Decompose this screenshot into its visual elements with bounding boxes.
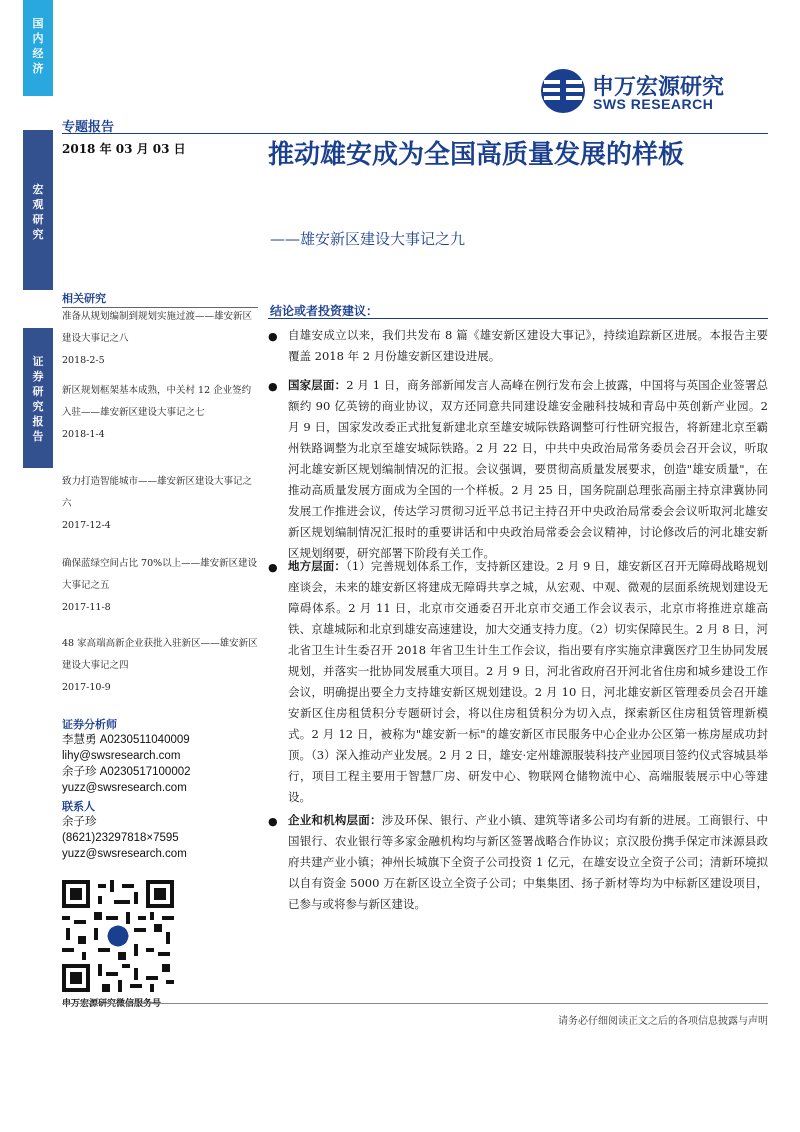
related-item-title: 致力打造智能城市——雄安新区建设大事记之六	[62, 476, 253, 509]
related-item[interactable]	[62, 553, 258, 617]
analyst-heading: 证券分析师	[62, 718, 117, 731]
paragraph-text: （1）完善规划体系工作，支持新区建设。2 月 9 日，雄安新区召开无障碍战略规划座谈会，未来的雄安新区将建成无障碍共享之城，从宏观、中观、微观的层面系统规划建设无障碍体系。2 月 11 日，北京市交通委召开北京市交通工作会议表示，北京市将推进京雄高铁、京雄城际和北京到雄安高速建设，加大交通支持力度。（2）切实保障民生。2 月 8 日，河北省卫生计生委召开 2018 年省卫生计生工作会议，指出要有序实施京津冀医疗卫生协同发展规划，并落实一批协同发展重大项目。2 月 9 日，河北省政府召开河北省住房和城乡建设工作会议，明确提出要全力支持雄安新区规划建设。2 月 10 日，河北雄安新区管理委员会召开雄安新区住房租赁积分专题研讨会，将以住房租赁积分为切入点，探索新区住房租赁管理新模式。2 月 12 日，被称为"雄安新一标"的雄安新区市民服务中心企业办公区第一栋房屋成功封顶。（3）深入推动产业发展。2 月 2 日，雄安·定州雄源服装科技产业园项目签约仪式容城县举行，项目工程主要用于智慧厂房、研发中心、物联网仓储物流中心、高端服装展示中心等建设。	[288, 559, 768, 804]
contact-list	[62, 814, 187, 862]
bullet-icon: ●	[268, 561, 278, 574]
tab-securities-report: 证 券 研 究 报 告	[23, 328, 53, 468]
paragraph-label: 地方层面：	[288, 559, 347, 573]
paragraph-enterprise	[288, 810, 768, 915]
logo-text-cn: 申万宏源研究	[592, 75, 725, 100]
bullet-icon: ●	[268, 815, 278, 828]
related-item-title: 新区规划框架基本成熟，中关村 12 企业签约入驻——雄安新区建设大事记之七	[62, 385, 252, 418]
paragraph-label: 企业和机构层面：	[288, 813, 382, 827]
conclusion-heading: 结论或者投资建议：	[270, 304, 379, 318]
contact-name: 余子珍	[62, 816, 97, 828]
paragraph-label: 国家层面：	[288, 378, 347, 392]
tab-macro-research: 宏 观 研 究	[23, 130, 53, 290]
related-item-title: 准备从规划编制到规划实施过渡——雄安新区建设大事记之八	[62, 311, 253, 344]
related-item[interactable]	[62, 471, 258, 535]
contact-email[interactable]: yuzz@swsresearch.com	[62, 848, 187, 860]
paragraph-text: 2 月 1 日，商务部新闻发言人高峰在例行发布会上披露，中国将与英国企业签署总额约 90 亿英镑的商业协议，双方还同意共同建设雄安金融科技城和青岛中英创新产业园。2 月 9 日，国家发改委正式批复新建北京至雄安城际铁路调整可行性研究报告，将新建北京至霸州铁路调整为北京至雄安城际铁路。2 月 22 日，中共中央政治局常务委员会召开会议，听取河北雄安新区规划编制情况的汇报。会议强调，要贯彻高质量发展要求，创造"雄安质量"，在推动高质量发展方面成为全国的一个样板。2 月 25 日，国务院副总理张高丽主持京津冀协同发展工作推进会议，传达学习贯彻习近平总书记主持召开中央政治局常委会会议听取河北雄安新区规划编制情况汇报时的重要讲话和中央政治局常委会会议精神，讨论修改后的河北雄安新区规划纲要，研究部署下阶段有关工作。	[288, 378, 768, 560]
disclaimer-footer: 请务必仔细阅读正文之后的各项信息披露与声明	[558, 1016, 768, 1027]
analyst-name: 李慧勇 A0230511040009	[62, 734, 190, 746]
analyst-email[interactable]: yuzz@swsresearch.com	[62, 782, 187, 794]
related-item-date: 2018-2-5	[62, 355, 105, 366]
bullet-icon: ●	[268, 380, 278, 393]
related-item-title: 48 家高端高新企业获批入驻新区——雄安新区建设大事记之四	[62, 638, 258, 671]
analyst-email[interactable]: lihy@swsresearch.com	[62, 750, 181, 762]
sws-logo	[540, 68, 760, 116]
report-type: 专题报告	[62, 120, 115, 135]
related-item[interactable]	[62, 306, 258, 370]
related-item-date: 2017-11-8	[62, 602, 111, 613]
qr-caption: 申万宏源研究微信服务号	[62, 999, 162, 1009]
related-research-heading: 相关研究	[62, 292, 106, 305]
report-title: 推动雄安成为全国高质量发展的样板	[268, 140, 685, 170]
related-item-title: 确保蓝绿空间占比 70%以上——雄安新区建设大事记之五	[62, 558, 258, 591]
tab-domestic-economy: 国 内 经 济	[23, 0, 53, 96]
report-subtitle: ——雄安新区建设大事记之九	[270, 230, 466, 248]
analyst-list	[62, 732, 191, 796]
related-item-date: 2017-10-9	[62, 682, 111, 693]
conclusion-divider	[268, 318, 768, 319]
sws-logo-icon	[540, 68, 586, 114]
report-date: 2018 年 03 月 03 日	[62, 142, 186, 156]
paragraph-national	[288, 375, 768, 564]
bullet-icon: ●	[268, 330, 278, 343]
header-divider	[62, 133, 768, 134]
related-item-date: 2017-12-4	[62, 520, 111, 531]
paragraph-overview: 自雄安成立以来，我们共发布 8 篇《雄安新区建设大事记》，持续追踪新区进展。本报告主要覆盖 2018 年 2 月份雄安新区建设进展。	[288, 328, 768, 363]
related-item-date: 2018-1-4	[62, 429, 105, 440]
related-item[interactable]	[62, 633, 258, 697]
contact-phone: (8621)23297818×7595	[62, 832, 179, 844]
wechat-qr-code	[62, 880, 174, 992]
paragraph-text: 涉及环保、银行、产业小镇、建筑等诸多公司均有新的进展。工商银行、中国银行、农业银行等多家金融机构均与新区签署战略合作协议；京汉股份携手保定市涞源县政府共建产业小镇；神州长城旗下全资子公司投资 1 亿元，在雄安设立全资子公司；清新环境拟以自有资金 5000 万在新区设立全资子公司；中集集团、扬子新材等均为中标新区建设项目，已参与或将参与新区建设。	[288, 813, 768, 911]
related-item[interactable]	[62, 380, 258, 444]
paragraph-local	[288, 556, 768, 808]
contact-heading: 联系人	[62, 800, 95, 813]
analyst-name: 余子珍 A0230517100002	[62, 766, 191, 778]
footer-divider	[62, 1003, 768, 1004]
logo-text-en: SWS RESEARCH	[593, 96, 714, 112]
